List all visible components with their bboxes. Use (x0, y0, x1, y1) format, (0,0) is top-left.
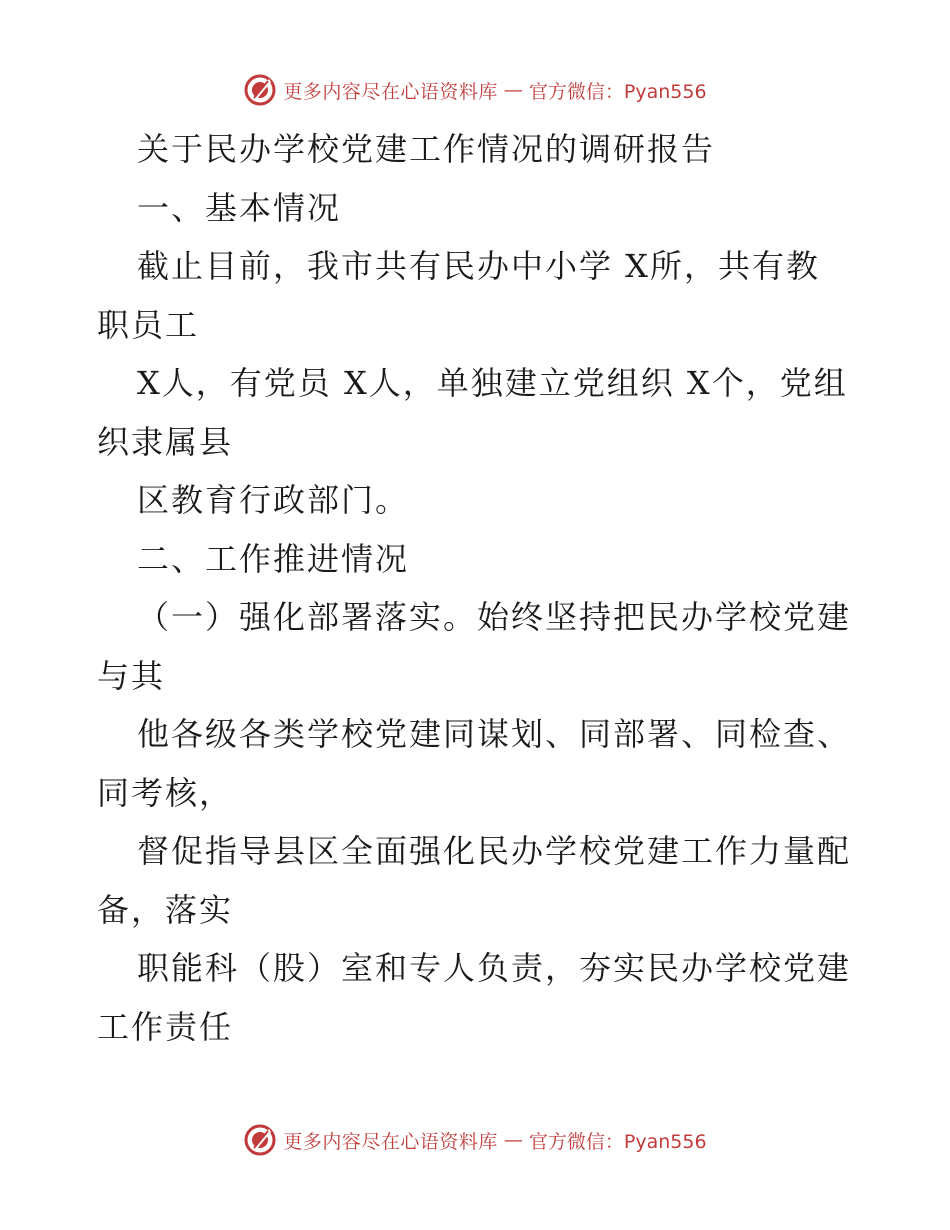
paragraph-line: 工作责任 (97, 1007, 234, 1046)
paragraph-line: 同考核， (97, 773, 234, 812)
quill-logo-icon (243, 73, 277, 107)
watermark-separator: — (503, 1129, 523, 1151)
watermark-text: 更多内容尽在心语资料库 (283, 1130, 498, 1153)
quill-logo-icon (243, 1123, 277, 1157)
paragraph-line: X人，有党员 X人，单独建立党组织 X个，党组 (137, 364, 848, 402)
paragraph-line: 督促指导县区全面强化民办学校党建工作力量配 (137, 832, 852, 870)
paragraph-line: 区教育行政部门。 (137, 481, 410, 519)
paragraph-line: 截止目前，我市共有民办中小学 X所，共有教 (137, 247, 820, 285)
header-watermark (0, 70, 950, 110)
paragraph-line: 与其 (97, 656, 166, 695)
document-title: 关于民办学校党建工作情况的调研报告 (137, 130, 716, 168)
paragraph-line: 职能科（股）室和专人负责，夯实民办学校党建 (137, 949, 852, 987)
footer-watermark (0, 1120, 950, 1160)
section-heading: 二、工作推进情况 (137, 539, 410, 578)
document-body (97, 120, 867, 1056)
paragraph-line: 织隶属县 (97, 422, 234, 461)
paragraph-line: （一）强化部署落实。始终坚持把民办学校党建 (137, 598, 852, 636)
watermark-wechat: 官方微信：Pyan556 (528, 80, 707, 103)
watermark-text: 更多内容尽在心语资料库 (283, 80, 498, 103)
section-heading: 一、基本情况 (137, 188, 342, 227)
watermark-wechat: 官方微信：Pyan556 (528, 1130, 707, 1153)
paragraph-line: 备，落实 (97, 890, 234, 929)
paragraph-line: 职员工 (97, 305, 200, 344)
paragraph-line: 他各级各类学校党建同谋划、同部署、同检查、 (137, 715, 852, 753)
watermark-separator: — (503, 79, 523, 101)
